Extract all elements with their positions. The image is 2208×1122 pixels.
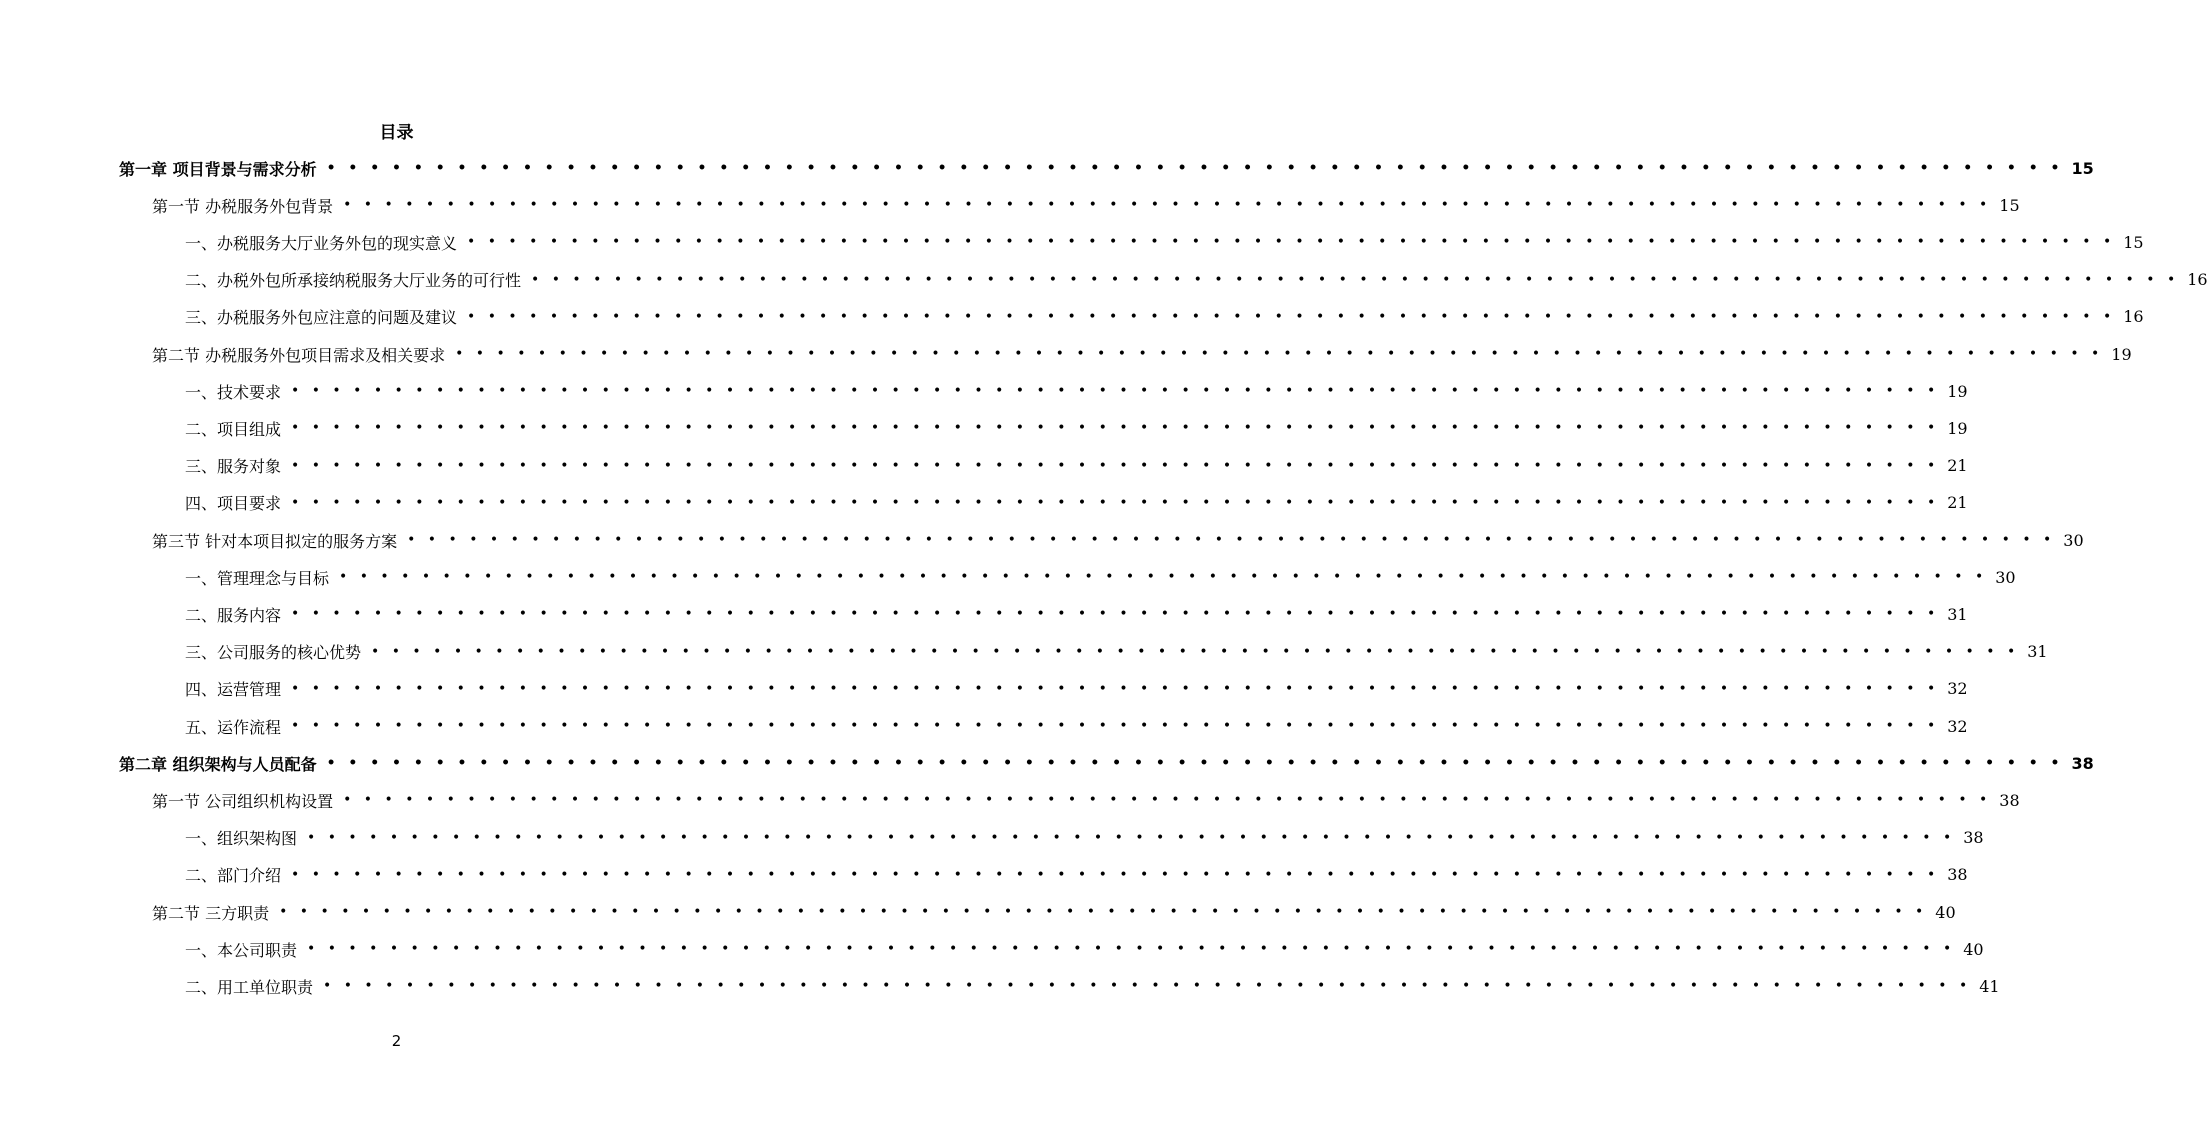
- toc-entry-page: 40: [1963, 939, 1984, 959]
- toc-entry[interactable]: [185, 640, 2048, 664]
- toc-entry-page: 41: [1979, 976, 2000, 996]
- toc-entry[interactable]: [185, 937, 1984, 961]
- toc-entry[interactable]: [152, 193, 2020, 217]
- toc-entry[interactable]: [152, 342, 2132, 366]
- toc-entry-page: 21: [1947, 456, 1968, 476]
- toc-entry-page: 40: [1935, 902, 1956, 922]
- toc-entry[interactable]: [185, 268, 2208, 292]
- toc-entry-label: 二、服务内容: [185, 605, 282, 625]
- toc-leader-dots: • • • • • • • • • • • • • • • • • • • • • • • • • • • • • • • • • • • • • • • • • • • • • • • • • • • • • • • • • • • • • • • • • • • • • • • • • • • • • • • •: [455, 346, 2104, 362]
- toc-entry[interactable]: [185, 230, 2144, 254]
- toc-title: 目录: [379, 123, 414, 143]
- toc-leader-dots: • • • • • • • • • • • • • • • • • • • • • • • • • • • • • • • • • • • • • • • • • • • • • • • • • • • • • • • • • • • • • • • • • • • • • • • • • • • • • • • •: [467, 308, 2116, 325]
- toc-entry-label: 三、公司服务的核心优势: [185, 643, 362, 663]
- toc-leader-dots: • • • • • • • • • • • • • • • • • • • • • • • • • • • • • • • • • • • • • • • • • • • • • • • • • • • • • • • • • • • • • • • • • • • • • • • • • • • • • • • •: [326, 755, 2064, 772]
- toc-entry-label: 第二节 办税服务外包项目需求及相关要求: [152, 345, 446, 365]
- toc-entry-label: 一、管理理念与目标: [185, 568, 330, 588]
- toc-entry-label: 三、办税服务外包应注意的问题及建议: [185, 308, 458, 328]
- toc-entry-label: 四、运营管理: [185, 680, 282, 700]
- toc-entry-page: 31: [2027, 642, 2048, 662]
- toc-entry-page: 38: [2071, 753, 2094, 773]
- toc-leader-dots: • • • • • • • • • • • • • • • • • • • • • • • • • • • • • • • • • • • • • • • • • • • • • • • • • • • • • • • • • • • • • • • • • • • • • • • • • • • • • • • •: [371, 643, 2020, 660]
- toc-entry-page: 16: [2187, 270, 2208, 290]
- toc-entry[interactable]: [185, 677, 1968, 701]
- toc-entry-label: 二、部门介绍: [185, 866, 282, 886]
- toc-leader-dots: • • • • • • • • • • • • • • • • • • • • • • • • • • • • • • • • • • • • • • • • • • • • • • • • • • • • • • • • • • • • • • • • • • • • • • • • • • • • • • • •: [343, 792, 1992, 809]
- toc-entry-page: 38: [1947, 865, 1968, 885]
- toc-entry-page: 30: [2063, 530, 2084, 550]
- toc-entry[interactable]: [119, 156, 2094, 180]
- toc-entry-page: 21: [1947, 493, 1968, 513]
- toc-entry[interactable]: [185, 454, 1968, 478]
- toc-entry-page: 32: [1947, 716, 1968, 736]
- toc-entry[interactable]: [152, 788, 2020, 812]
- toc-entry[interactable]: [185, 826, 1984, 850]
- toc-entry[interactable]: [185, 491, 1968, 515]
- toc-entry-page: 38: [1999, 790, 2020, 810]
- toc-entry-label: 一、组织架构图: [185, 829, 298, 849]
- toc-entry-label: 一、办税服务大厅业务外包的现实意义: [185, 233, 458, 253]
- toc-entry-label: 二、用工单位职责: [185, 977, 314, 997]
- toc-entry-page: 19: [1947, 381, 1968, 401]
- toc-entry-label: 二、办税外包所承接纳税服务大厅业务的可行性: [185, 271, 522, 291]
- toc-entry-page: 15: [2071, 158, 2094, 178]
- toc-entry-label: 第一章 项目背景与需求分析: [119, 159, 317, 179]
- toc-entry[interactable]: [185, 305, 2144, 329]
- toc-leader-dots: • • • • • • • • • • • • • • • • • • • • • • • • • • • • • • • • • • • • • • • • • • • • • • • • • • • • • • • • • • • • • • • • • • • • • • • • • • • • • • • •: [291, 718, 1940, 734]
- toc-entry-label: 第一节 办税服务外包背景: [152, 196, 334, 216]
- toc-entry[interactable]: [185, 565, 2016, 589]
- toc-entry[interactable]: [152, 900, 1956, 924]
- toc-entry-page: 32: [1947, 679, 1968, 699]
- toc-entry[interactable]: [119, 751, 2094, 775]
- toc-entry[interactable]: [185, 379, 1968, 403]
- toc-entry-page: 15: [2123, 232, 2144, 252]
- toc-entry[interactable]: [185, 714, 1968, 738]
- toc-entry[interactable]: [185, 602, 1968, 626]
- toc-entry-page: 19: [1947, 418, 1968, 438]
- toc-leader-dots: • • • • • • • • • • • • • • • • • • • • • • • • • • • • • • • • • • • • • • • • • • • • • • • • • • • • • • • • • • • • • • • • • • • • • • • • • • • • • • • •: [291, 680, 1940, 697]
- toc-entry-label: 一、技术要求: [185, 382, 282, 402]
- toc-leader-dots: • • • • • • • • • • • • • • • • • • • • • • • • • • • • • • • • • • • • • • • • • • • • • • • • • • • • • • • • • • • • • • • • • • • • • • • • • • • • • • • •: [343, 197, 1992, 214]
- toc-entry-label: 一、本公司职责: [185, 940, 298, 960]
- toc-leader-dots: • • • • • • • • • • • • • • • • • • • • • • • • • • • • • • • • • • • • • • • • • • • • • • • • • • • • • • • • • • • • • • • • • • • • • • • • • • • • • • • •: [291, 420, 1940, 437]
- toc-leader-dots: • • • • • • • • • • • • • • • • • • • • • • • • • • • • • • • • • • • • • • • • • • • • • • • • • • • • • • • • • • • • • • • • • • • • • • • • • • • • • • • •: [326, 160, 2064, 176]
- toc-entry-page: 38: [1963, 828, 1984, 848]
- toc-entry[interactable]: [185, 416, 1968, 440]
- toc-leader-dots: • • • • • • • • • • • • • • • • • • • • • • • • • • • • • • • • • • • • • • • • • • • • • • • • • • • • • • • • • • • • • • • • • • • • • • • • • • • • • • • •: [291, 457, 1940, 474]
- toc-entry-label: 第二节 三方职责: [152, 903, 270, 923]
- toc-leader-dots: • • • • • • • • • • • • • • • • • • • • • • • • • • • • • • • • • • • • • • • • • • • • • • • • • • • • • • • • • • • • • • • • • • • • • • • • • • • • • • • •: [467, 234, 2116, 251]
- toc-leader-dots: • • • • • • • • • • • • • • • • • • • • • • • • • • • • • • • • • • • • • • • • • • • • • • • • • • • • • • • • • • • • • • • • • • • • • • • • • • • • • • • •: [291, 383, 1940, 400]
- toc-leader-dots: • • • • • • • • • • • • • • • • • • • • • • • • • • • • • • • • • • • • • • • • • • • • • • • • • • • • • • • • • • • • • • • • • • • • • • • • • • • • • • • •: [291, 606, 1940, 623]
- page-number: 2: [391, 1032, 402, 1050]
- toc-leader-dots: • • • • • • • • • • • • • • • • • • • • • • • • • • • • • • • • • • • • • • • • • • • • • • • • • • • • • • • • • • • • • • • • • • • • • • • • • • • • • • • •: [307, 829, 1956, 846]
- toc-entry-label: 第二章 组织架构与人员配备: [119, 754, 317, 774]
- toc-leader-dots: • • • • • • • • • • • • • • • • • • • • • • • • • • • • • • • • • • • • • • • • • • • • • • • • • • • • • • • • • • • • • • • • • • • • • • • • • • • • • • • •: [407, 532, 2056, 548]
- toc-leader-dots: • • • • • • • • • • • • • • • • • • • • • • • • • • • • • • • • • • • • • • • • • • • • • • • • • • • • • • • • • • • • • • • • • • • • • • • • • • • • • • • •: [307, 941, 1956, 958]
- toc-entry-label: 第一节 公司组织机构设置: [152, 791, 334, 811]
- toc-entry[interactable]: [185, 974, 2000, 998]
- toc-leader-dots: • • • • • • • • • • • • • • • • • • • • • • • • • • • • • • • • • • • • • • • • • • • • • • • • • • • • • • • • • • • • • • • • • • • • • • • • • • • • • • • •: [291, 494, 1940, 511]
- toc-entry[interactable]: [185, 863, 1968, 887]
- toc-leader-dots: • • • • • • • • • • • • • • • • • • • • • • • • • • • • • • • • • • • • • • • • • • • • • • • • • • • • • • • • • • • • • • • • • • • • • • • • • • • • • • • •: [339, 569, 1988, 586]
- toc-entry-label: 三、服务对象: [185, 457, 282, 477]
- toc-entry-label: 五、运作流程: [185, 717, 282, 737]
- toc-entry-page: 31: [1947, 604, 1968, 624]
- toc-entry-label: 四、项目要求: [185, 494, 282, 514]
- toc-entry-page: 19: [2111, 344, 2132, 364]
- toc-entry-page: 15: [1999, 195, 2020, 215]
- toc-leader-dots: • • • • • • • • • • • • • • • • • • • • • • • • • • • • • • • • • • • • • • • • • • • • • • • • • • • • • • • • • • • • • • • • • • • • • • • • • • • • • • • •: [323, 978, 1972, 995]
- toc-leader-dots: • • • • • • • • • • • • • • • • • • • • • • • • • • • • • • • • • • • • • • • • • • • • • • • • • • • • • • • • • • • • • • • • • • • • • • • • • • • • • • • •: [531, 271, 2180, 288]
- toc-entry-page: 30: [1995, 567, 2016, 587]
- toc-leader-dots: • • • • • • • • • • • • • • • • • • • • • • • • • • • • • • • • • • • • • • • • • • • • • • • • • • • • • • • • • • • • • • • • • • • • • • • • • • • • • • • •: [279, 904, 1928, 920]
- toc-entry[interactable]: [152, 528, 2084, 552]
- toc-leader-dots: • • • • • • • • • • • • • • • • • • • • • • • • • • • • • • • • • • • • • • • • • • • • • • • • • • • • • • • • • • • • • • • • • • • • • • • • • • • • • • • •: [291, 866, 1940, 883]
- toc-entry-page: 16: [2123, 307, 2144, 327]
- toc-entry-label: 二、项目组成: [185, 419, 282, 439]
- toc-entry-label: 第三节 针对本项目拟定的服务方案: [152, 531, 398, 551]
